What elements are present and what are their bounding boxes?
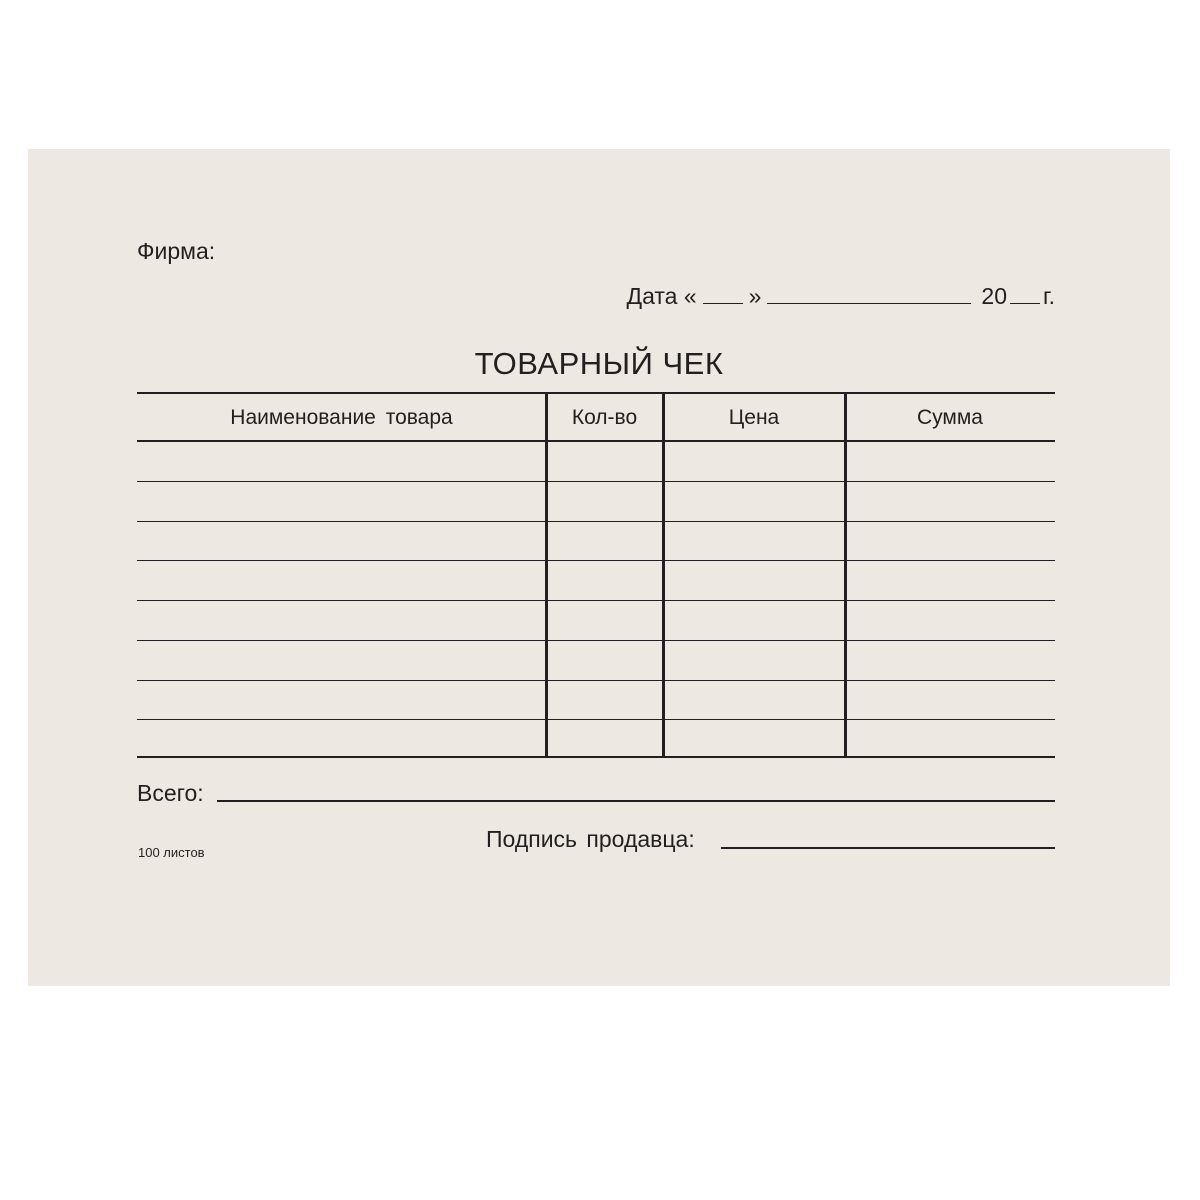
table-row <box>137 481 1055 482</box>
date-day-field[interactable] <box>703 285 743 304</box>
form-title: ТОВАРНЫЙ ЧЕК <box>474 346 724 381</box>
column-divider <box>662 394 665 756</box>
total-field[interactable] <box>217 800 1055 802</box>
date-row <box>627 283 1056 310</box>
date-prefix: Дата « <box>626 283 697 309</box>
table-row <box>137 600 1055 601</box>
column-divider <box>844 394 847 756</box>
table-row <box>137 560 1055 561</box>
column-header-price: Цена <box>728 406 780 429</box>
table-row <box>137 521 1055 522</box>
table-row <box>137 640 1055 641</box>
date-year-field[interactable] <box>1010 285 1040 304</box>
date-century: 20 <box>981 283 1008 309</box>
column-header-sum: Сумма <box>917 406 983 429</box>
table-header <box>137 394 1055 442</box>
total-label: Всего: <box>137 780 204 806</box>
signature-field[interactable] <box>721 847 1055 849</box>
table-row <box>137 680 1055 681</box>
goods-table <box>137 392 1055 758</box>
date-quote-close: » <box>748 283 762 309</box>
table-row <box>137 719 1055 720</box>
signature-label: Подпись продавца: <box>486 826 695 852</box>
receipt-form <box>28 149 1170 986</box>
date-suffix: г. <box>1043 283 1055 309</box>
sheets-note: 100 листов <box>138 845 205 860</box>
column-header-quantity: Кол-во <box>571 406 638 429</box>
column-divider <box>545 394 548 756</box>
date-month-field[interactable] <box>767 285 971 304</box>
column-header-name: Наименование товара <box>230 406 453 429</box>
firm-label: Фирма: <box>137 238 216 264</box>
